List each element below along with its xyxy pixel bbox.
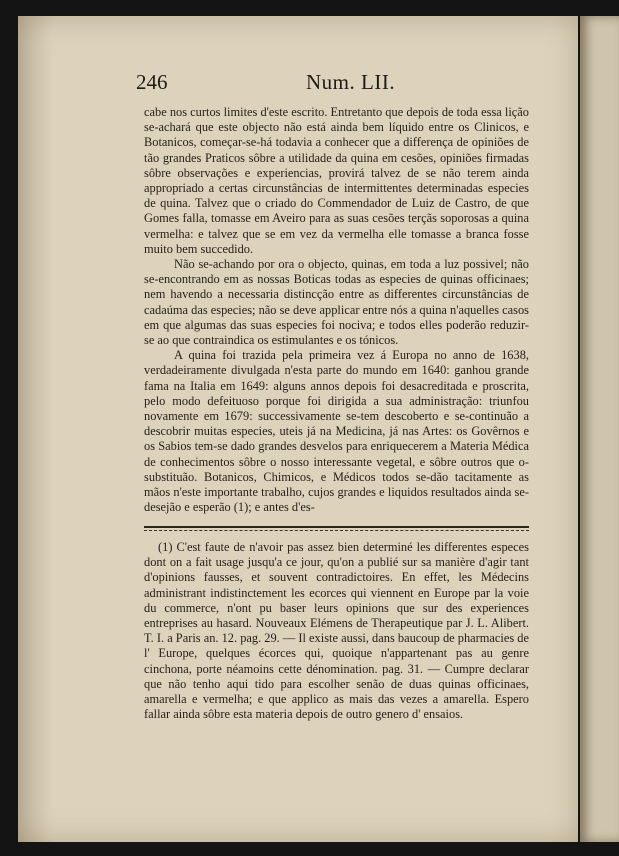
footnote	[144, 540, 529, 722]
footnote-rule	[144, 526, 529, 528]
paragraph-1: cabe nos curtos limites d'este escrito. Entretanto que depois de toda essa lição se-achará que este objecto não está ainda bem líquido entre os Clinicos, e Botanicos, começar-se-há todavia a conhecer que a differença de opiniões de tão grandes Praticos sôbre a utilidade da quina em cesões, opiniões firmadas sôbre observações e experiencias, provirá talvez de se não terem ainda appropriado a certas circunstâncias de intermittentes determinadas especies de quina. Talvez que o criado do Commendador de Luiz de Castro, de que Gomes falla, tomasse em Aveiro para as suas cesões terçãs soporosas a quina vermelha: e talvez que se em vez da vermelha elle tomasse a branca fosse muito bem succedido.	[144, 105, 529, 256]
page-header	[136, 70, 546, 100]
footnote-text: (1) C'est faute de n'avoir pas assez bien determiné les differentes especes dont on a fait usage jusqu'a ce jour, qu'on a publié sur sa manière d'agir tant d'opinions fausses, et souvent contradictoires. En effet, les Médecins administrant indistinctement les ecorces qui viennent en Europe par la voie du commerce, n'ont pu baser leurs opinions que sur des experiences entreprises au hasard. Nouveaux Elémens de Therapeutique par J. L. Alibert. T. I. a Paris an. 12. pag. 29. — Il existe aussi, dans baucoup de pharmacies de l' Europe, quelques écorces qui, quoique n'appartenant pas au genre cinchona, porte néamoins cette dénomination. pag. 31. — Cumpre declarar que não tenho aqui tido para escolher senão de duas quinas officinaes, amarella e vermelha; e que applico as mais das vezes a amarella. Espero fallar ainda sôbre esta materia depois de outro genero d' ensaios.	[144, 540, 529, 722]
main-text	[144, 105, 529, 515]
paragraph-3: A quina foi trazida pela primeira vez á Europa no anno de 1638, verdadeiramente divulgada n'esta parte do mundo em 1640: ganhou grande fama na Italia em 1649: alguns annos depois foi desacreditada e proscrita, pelo modo defeituoso porque foi dirigida a sua administração: triunfou novamente em 1679: successivamente se-tem descoberto e se-continuão a descobrir muitas especies, uteis já na Medicina, já nas Artes: os Govêrnos e os Sabios tem-se dado grandes desvelos para enriquecerem a Materia Médica de conhecimentos sôbre o nosso interessante vegetal, e sôbre outros que o-substituão. Botanicos, Chimicos, e Médicos todos se-dão tacitamente as mãos n'este importante trabalho, cujos grandes e liquidos resultados ainda se-desejão e esperão (1); e antes d'es-	[144, 348, 529, 515]
paragraph-2: Não se-achando por ora o objecto, quinas, em toda a luz possivel; não se-encontrando em as nossas Boticas todas as especies de quinas officinaes; nem havendo a necessaria distincção entre as differentes circunstâncias de cadaúma das especies; não se deve applicar entre nós a quina n'aquelles casos em que algumas das suas especies foi nociva; e todos elles poderão reduzir-se ao que contraindica os estimulantes e os tónicos.	[144, 257, 529, 348]
footnote-rule-dashed	[144, 530, 529, 531]
page-title: Num. LII.	[306, 70, 396, 94]
next-page-edge	[580, 16, 619, 842]
page-fold-shadow	[18, 16, 54, 842]
page-number: 246	[136, 70, 168, 94]
